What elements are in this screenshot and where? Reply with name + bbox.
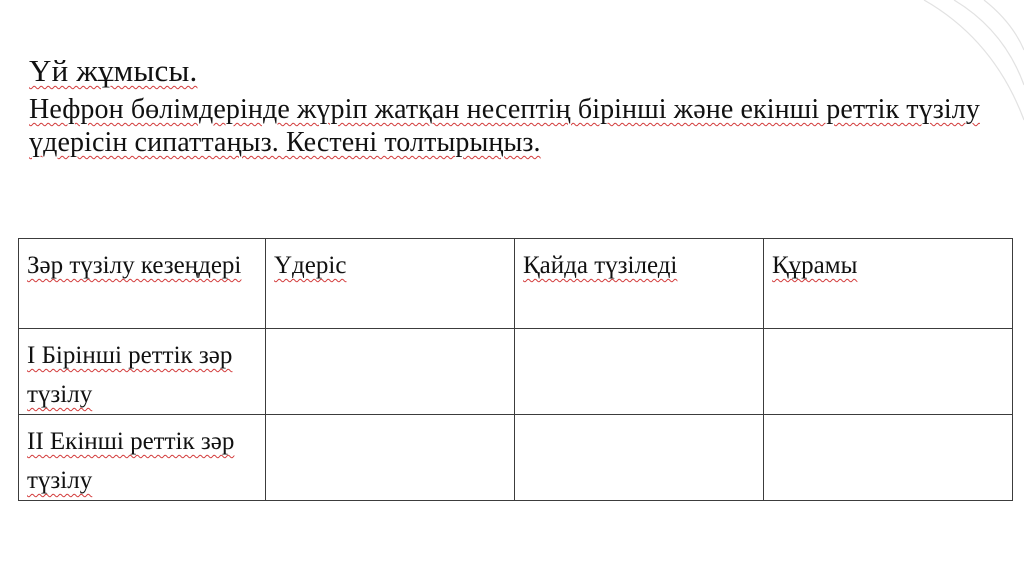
table-header-cell-location: Қайда түзіледі [515, 239, 764, 329]
slide-description-text: Нефрон бөлімдерінде жүріп жатқан несептің бірінші және екінші реттік түзілу үдерісін сипаттаңыз. Кестені толтырыңыз. [29, 94, 980, 158]
table-cell-location [515, 415, 764, 501]
table-header-cell-composition: Құрамы [764, 239, 1013, 329]
slide-heading [29, 54, 989, 159]
table-cell-location [515, 329, 764, 415]
slide-title [29, 54, 989, 88]
table-row [19, 329, 1013, 415]
slide-description [29, 93, 989, 159]
table-header-cell-stages: Зәр түзілу кезеңдері [19, 239, 266, 329]
table-cell-stage: І Бірінші реттік зәр түзілу [19, 329, 266, 415]
task-table [18, 238, 1013, 501]
slide-title-text: Үй жұмысы. [29, 53, 198, 88]
table-row [19, 415, 1013, 501]
table-cell-stage: ІІ Екінші реттік зәр түзілу [19, 415, 266, 501]
table-cell-composition [764, 415, 1013, 501]
table-header-row [19, 239, 1013, 329]
table-cell-process [266, 329, 515, 415]
table-cell-composition [764, 329, 1013, 415]
table-cell-process [266, 415, 515, 501]
table-header-cell-process: Үдеріс [266, 239, 515, 329]
